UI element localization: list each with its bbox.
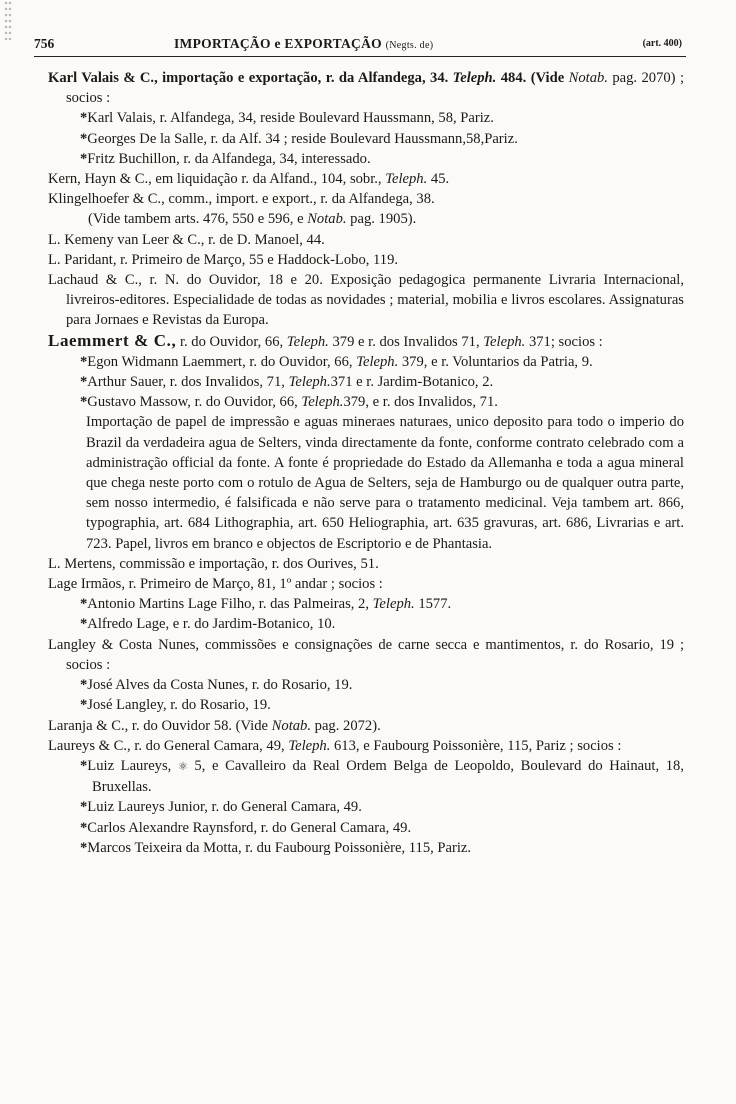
entry-text: Laranja & C., r. do Ouvidor 58. (Vide <box>48 717 272 734</box>
article-ref: (art. 400) <box>642 38 682 49</box>
socio-text: 1577. <box>414 596 452 613</box>
socio-text: Egon Widmann Laemmert, r. do Ouvidor, 66, <box>87 353 357 370</box>
entry-paridant: L. Paridant, r. Primeiro de Março, 55 e Haddock-Lobo, 119. <box>48 251 399 268</box>
entry-text: Laureys & C., r. do General Camara, 49, <box>48 737 289 754</box>
entry-lage: Lage Irmãos, r. Primeiro de Março, 81, 1º andar ; socios : <box>48 576 383 593</box>
running-header <box>34 34 686 57</box>
socio-line: *Georges De la Salle, r. da Alf. 34 ; reside Boulevard Haussmann,58,Pariz. <box>80 130 518 147</box>
entry-kern <box>48 169 684 189</box>
socio-text: Gustavo Massow, r. do Ouvidor, 66, <box>87 394 302 411</box>
teleph-label: Teleph. <box>286 333 329 350</box>
teleph-label: Teleph. <box>301 394 344 411</box>
entry-text: pag. 2070) ; socios : <box>66 70 685 107</box>
socio-text: Arthur Sauer, r. dos Invalidos, 71, <box>87 374 289 391</box>
title-main: IMPORTAÇÃO e EXPORTAÇÃO <box>174 36 382 51</box>
socio-line: *José Alves da Costa Nunes, r. do Rosario, 19. <box>80 677 353 694</box>
entry-laemmert <box>48 331 684 352</box>
entry-laranja <box>48 716 684 736</box>
socio-text: Fritz Buchillon, r. da Alfandega, 34, interessado. <box>87 150 371 167</box>
firm-name: Laemmert & C., <box>48 330 177 350</box>
page-number: 756 <box>34 36 55 51</box>
page-title <box>174 36 433 52</box>
entry-text: (Vide tambem arts. 476, 550 e 596, e <box>88 211 308 228</box>
teleph-label: Teleph. <box>288 737 331 754</box>
teleph-label: Teleph. <box>483 333 526 350</box>
teleph-label: Teleph. <box>452 70 497 86</box>
entry-text: 371; socios : <box>525 333 603 350</box>
entry-lachaud: Lachaud & C., r. N. do Ouvidor, 18 e 20. Exposição pedagogica permanente Livraria Internacional, livreiros-editores. Especialidade de todas as novidades ; material, mobilia e livros escolares. Assignaturas para Jornaes e Revistas da Europa. <box>48 272 684 329</box>
socio-text: 5, e Cavalleiro da Real Ordem Belga de Leopoldo, Boulevard do Hainaut, 18, Bruxellas. <box>92 757 684 796</box>
socio-line: *Arthur Sauer, r. dos Invalidos, 71, Teleph.371 e r. Jardim-Botanico, 2. <box>80 374 494 391</box>
entry-text: r. do Ouvidor, 66, <box>176 333 287 350</box>
entry-kemeny: L. Kemeny van Leer & C., r. de D. Manoel, 44. <box>48 231 325 248</box>
socio-line: *Gustavo Massow, r. do Ouvidor, 66, Teleph.379, e r. dos Invalidos, 71. <box>80 394 498 411</box>
socio-line: *Luiz Laureys, ⚛ 5, e Cavalleiro da Real Ordem Belga de Leopoldo, Boulevard do Hainaut, 18, Bruxellas. <box>80 757 684 796</box>
entry-text: pag. 2072). <box>311 717 381 734</box>
socio-text: Alfredo Lage, e r. do Jardim-Botanico, 10. <box>87 616 336 633</box>
socio-line: *Luiz Laureys Junior, r. do General Camara, 49. <box>80 799 362 816</box>
notab-label: Notab. <box>307 211 347 228</box>
socio-line: *Carlos Alexandre Raynsford, r. do General Camara, 49. <box>80 819 412 836</box>
entry-text: 379 e r. dos Invalidos 71, <box>328 333 484 350</box>
entry-text: Karl Valais & C., importação e exportação, r. da Alfandega, 34. <box>48 70 453 86</box>
socio-line: *Antonio Martins Lage Filho, r. das Palmeiras, 2, Teleph. 1577. <box>80 596 452 613</box>
socio-text: Luiz Laureys, <box>87 757 178 774</box>
socio-line: *Karl Valais, r. Alfandega, 34, reside Boulevard Haussmann, 58, Pariz. <box>80 110 494 127</box>
socio-text: Luiz Laureys Junior, r. do General Camara, 49. <box>87 799 362 816</box>
teleph-label: Teleph. <box>288 374 331 391</box>
margin-stain <box>4 0 12 40</box>
entry-text: pag. 1905). <box>346 211 417 228</box>
socio-text: Karl Valais, r. Alfandega, 34, reside Boulevard Haussmann, 58, Pariz. <box>87 110 494 127</box>
socio-text: 371 e r. Jardim-Botanico, 2. <box>330 374 494 391</box>
teleph-label: Teleph. <box>372 596 415 613</box>
notab-label: Notab. <box>568 70 608 86</box>
entry-mertens: L. Mertens, commissão e importação, r. dos Ourives, 51. <box>48 555 379 572</box>
teleph-label: Teleph. <box>385 171 428 188</box>
entry-karl-valais <box>48 68 684 108</box>
entry-langley: Langley & Costa Nunes, commissões e consignações de carne secca e mantimentos, r. do Rosario, 19 ; socios : <box>48 636 684 673</box>
socio-text: 379, e r. dos Invalidos, 71. <box>343 394 498 411</box>
socio-text: Antonio Martins Lage Filho, r. das Palmeiras, 2, <box>87 596 373 613</box>
socio-text: José Langley, r. do Rosario, 19. <box>87 697 271 714</box>
socio-text: Carlos Alexandre Raynsford, r. do General Camara, 49. <box>87 819 412 836</box>
notab-label: Notab. <box>271 717 311 734</box>
entry-text: Kern, Hayn & C., em liquidação r. da Alfand., 104, sobr., <box>48 171 386 188</box>
socio-line: *Egon Widmann Laemmert, r. do Ouvidor, 66, Teleph. 379, e r. Voluntarios da Patria, 9. <box>80 353 593 370</box>
directory-body <box>48 68 684 858</box>
socio-line: *José Langley, r. do Rosario, 19. <box>80 697 271 714</box>
entry-text: 484. (Vide <box>500 70 569 86</box>
socio-line: *Marcos Teixeira da Motta, r. du Faubourg Poissonière, 115, Pariz. <box>80 839 472 856</box>
entry-klingelhoefer <box>48 189 684 229</box>
socio-line: *Alfredo Lage, e r. do Jardim-Botanico, 10. <box>80 616 336 633</box>
socio-text: José Alves da Costa Nunes, r. do Rosario, 19. <box>87 677 353 694</box>
entry-text: Klingelhoefer & C., comm., import. e export., r. da Alfandega, 38. <box>48 191 435 208</box>
medal-icon: ⚛ <box>177 760 188 773</box>
socio-text: Marcos Teixeira da Motta, r. du Faubourg Poissonière, 115, Pariz. <box>87 839 472 856</box>
entry-text: 613, e Faubourg Poissonière, 115, Pariz ; socios : <box>330 737 622 754</box>
socio-text: Georges De la Salle, r. da Alf. 34 ; reside Boulevard Haussmann,58,Pariz. <box>87 130 518 147</box>
title-small: (Negts. de) <box>385 40 434 51</box>
teleph-label: Teleph. <box>356 353 399 370</box>
entry-laureys <box>48 736 684 756</box>
import-paragraph: Importação de papel de impressão e aguas mineraes naturaes, unico deposito para todo o imperio do Brazil da verdadeira agua de Selters, vinda directamente da fonte, conforme contrato celebrado com a administração official da fonte. A fonte é propriedade do Estado da Allemanha e toda a agua mineral que chega neste porto com o rotulo de Agua de Selters, seja de Hamburgo ou de qualquer outra parte, sem nosso intermedio, é falsificada e não serve para o tratamento medicinal. Veja tambem art. 866, typographia, art. 684 Lithographia, art. 650 Heliographia, art. 635 gravuras, art. 686, Livrarias e art. 723. Papel, livros em branco e objectos de Escriptorio e de Phantasia. <box>86 414 684 552</box>
entry-text: 45. <box>427 171 450 188</box>
socio-line: *Fritz Buchillon, r. da Alfandega, 34, interessado. <box>80 150 371 167</box>
socio-text: 379, e r. Voluntarios da Patria, 9. <box>398 353 593 370</box>
